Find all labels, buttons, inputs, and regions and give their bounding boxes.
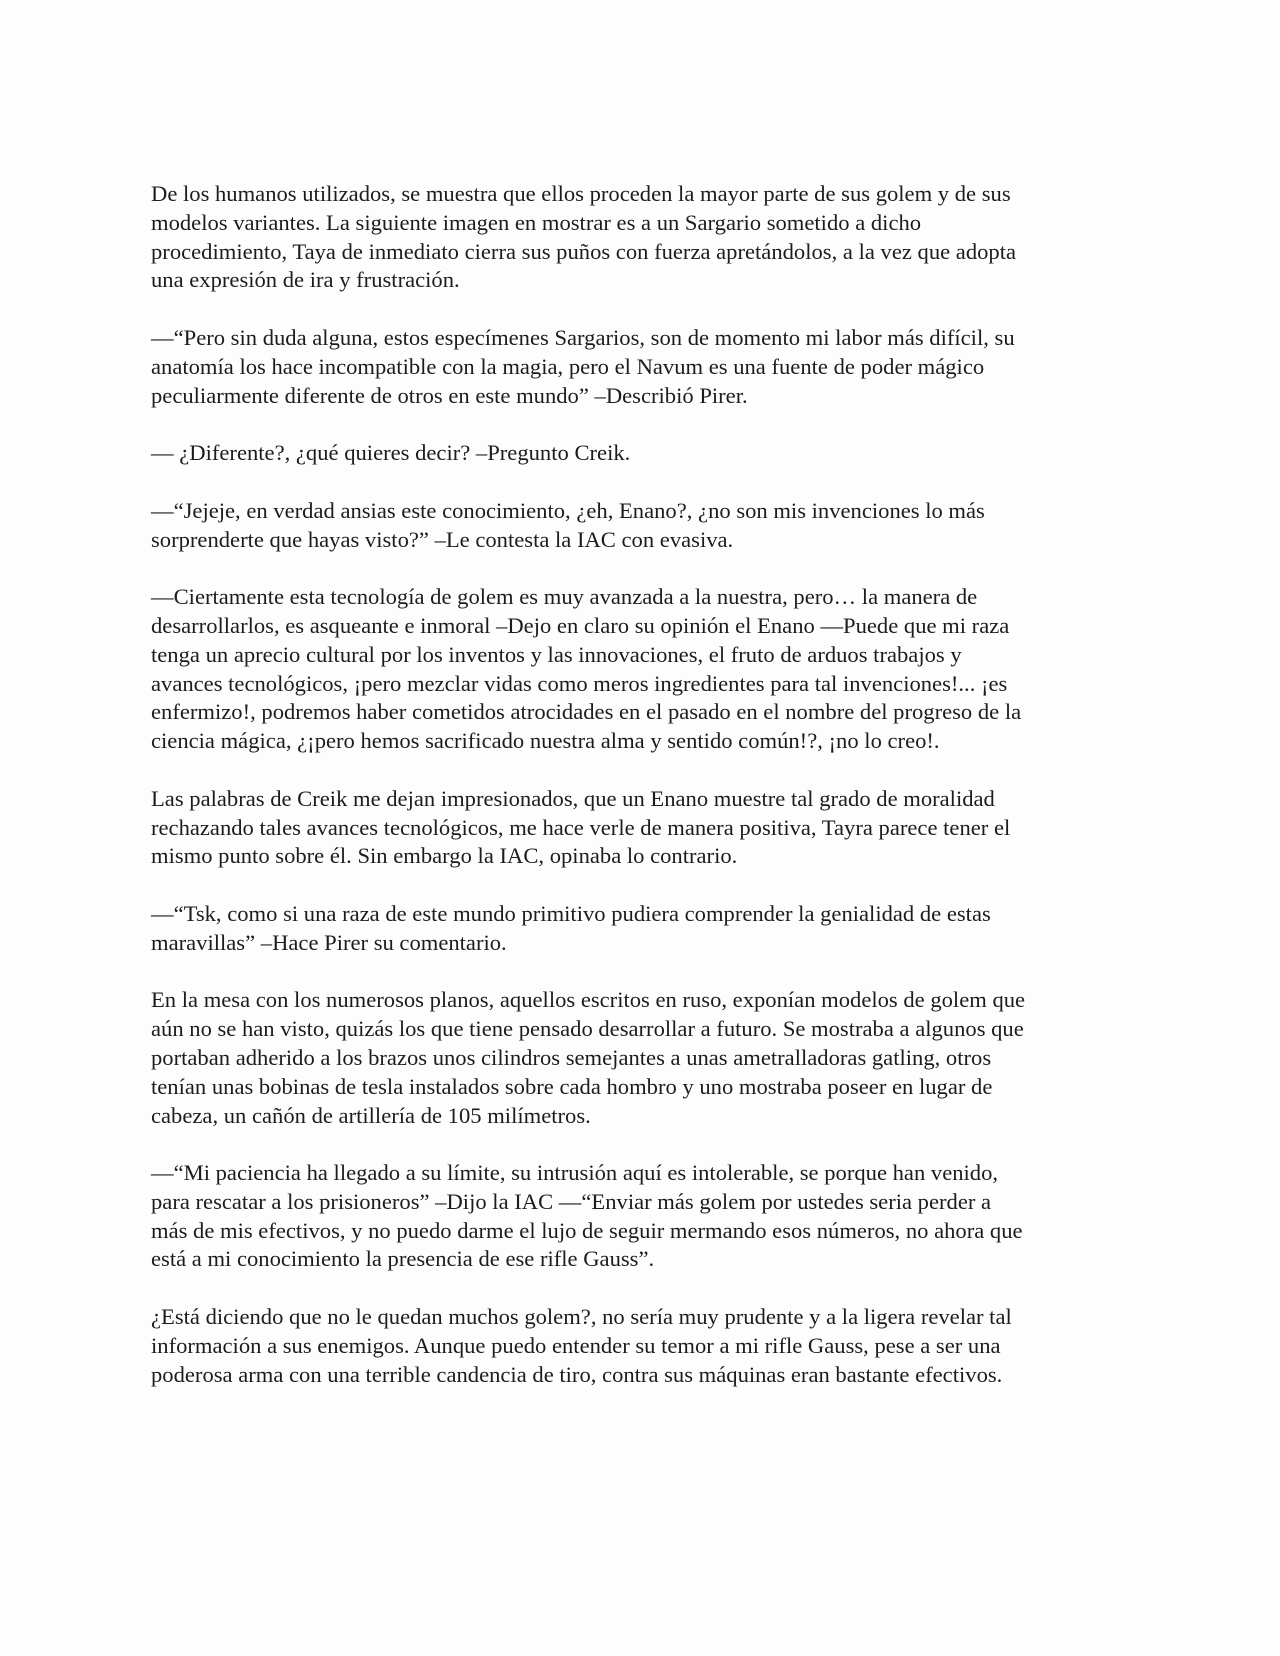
paragraph xyxy=(151,1303,1131,1389)
text-line: portaban adherido a los brazos unos cilindros semejantes a unas ametralladoras gatling, otros xyxy=(151,1044,992,1070)
paragraph xyxy=(151,900,1131,958)
text-line: —Ciertamente esta tecnología de golem es muy avanzada a la nuestra, pero… la manera de xyxy=(151,584,978,610)
text-line: enfermizo!, podremos haber cometidos atrocidades en el pasado en el nombre del progreso de la xyxy=(151,699,1022,725)
text-line: ¿Está diciendo que no le quedan muchos golem?, no sería muy prudente y a la ligera revelar tal xyxy=(151,1304,1012,1330)
paragraph xyxy=(151,583,1131,756)
text-line: más de mis efectivos, y no puedo darme el lujo de seguir mermando esos números, no ahora que xyxy=(151,1217,1023,1243)
text-line: procedimiento, Taya de inmediato cierra sus puños con fuerza apretándolos, a la vez que adopta xyxy=(151,238,1017,264)
text-line: En la mesa con los numerosos planos, aquellos escritos en ruso, exponían modelos de golem que xyxy=(151,987,1026,1013)
text-line: aún no se han visto, quizás los que tiene pensado desarrollar a futuro. Se mostraba a algunos que xyxy=(151,1016,1024,1042)
text-line: información a sus enemigos. Aunque puedo entender su temor a mi rifle Gauss, pese a ser una xyxy=(151,1332,1001,1358)
text-line: tenían unas bobinas de tesla instalados sobre cada hombro y uno mostraba poseer en lugar de xyxy=(151,1073,993,1099)
paragraph xyxy=(151,986,1131,1130)
document-body xyxy=(151,180,1131,1418)
paragraph xyxy=(151,180,1131,295)
text-line: modelos variantes. La siguiente imagen en mostrar es a un Sargario sometido a dicho xyxy=(151,209,922,235)
text-line: está a mi conocimiento la presencia de ese rifle Gauss”. xyxy=(151,1246,655,1272)
text-line: —“Mi paciencia ha llegado a su límite, su intrusión aquí es intolerable, se porque han venido, xyxy=(151,1160,999,1186)
text-line: — ¿Diferente?, ¿qué quieres decir? –Pregunto Creik. xyxy=(151,440,631,466)
text-line: para rescatar a los prisioneros” –Dijo la IAC —“Enviar más golem por ustedes seria perder a xyxy=(151,1188,992,1214)
text-line: —“Tsk, como si una raza de este mundo primitivo pudiera comprender la genialidad de estas xyxy=(151,900,991,926)
text-line: —“Jejeje, en verdad ansias este conocimiento, ¿eh, Enano?, ¿no son mis invenciones lo más xyxy=(151,497,985,523)
text-line: anatomía los hace incompatible con la magia, pero el Navum es una fuente de poder mágico xyxy=(151,353,985,379)
text-line: mismo punto sobre él. Sin embargo la IAC, opinaba lo contrario. xyxy=(151,843,738,869)
text-line: —“Pero sin duda alguna, estos especímenes Sargarios, son de momento mi labor más difícil, su xyxy=(151,324,1015,350)
text-line: rechazando tales avances tecnológicos, me hace verle de manera positiva, Tayra parece tener el xyxy=(151,814,1011,840)
text-line: De los humanos utilizados, se muestra que ellos proceden la mayor parte de sus golem y de sus xyxy=(151,181,1011,206)
text-line: ciencia mágica, ¿¡pero hemos sacrificado nuestra alma y sentido común!?, ¡no lo creo!. xyxy=(151,728,940,754)
paragraph xyxy=(151,439,1131,468)
text-line: Las palabras de Creik me dejan impresionados, que un Enano muestre tal grado de moralidad xyxy=(151,785,995,811)
text-line: una expresión de ira y frustración. xyxy=(151,267,460,293)
text-line: sorprenderte que hayas visto?” –Le contesta la IAC con evasiva. xyxy=(151,526,734,552)
text-line: avances tecnológicos, ¡pero mezclar vidas como meros ingredientes para tal invenciones!... ¡es xyxy=(151,670,1008,696)
text-line: cabeza, un cañón de artillería de 105 milímetros. xyxy=(151,1102,591,1128)
paragraph xyxy=(151,1159,1131,1274)
text-line: desarrollarlos, es asqueante e inmoral –Dejo en claro su opinión el Enano —Puede que mi raza xyxy=(151,612,1010,638)
text-line: tenga un aprecio cultural por los inventos y las innovaciones, el fruto de arduos trabajos y xyxy=(151,641,962,667)
text-line: poderosa arma con una terrible candencia de tiro, contra sus máquinas eran bastante efectivos. xyxy=(151,1361,1003,1387)
paragraph xyxy=(151,497,1131,555)
text-line: peculiarmente diferente de otros en este mundo” –Describió Pirer. xyxy=(151,382,748,408)
paragraph xyxy=(151,785,1131,871)
paragraph xyxy=(151,324,1131,410)
text-line: maravillas” –Hace Pirer su comentario. xyxy=(151,929,507,955)
